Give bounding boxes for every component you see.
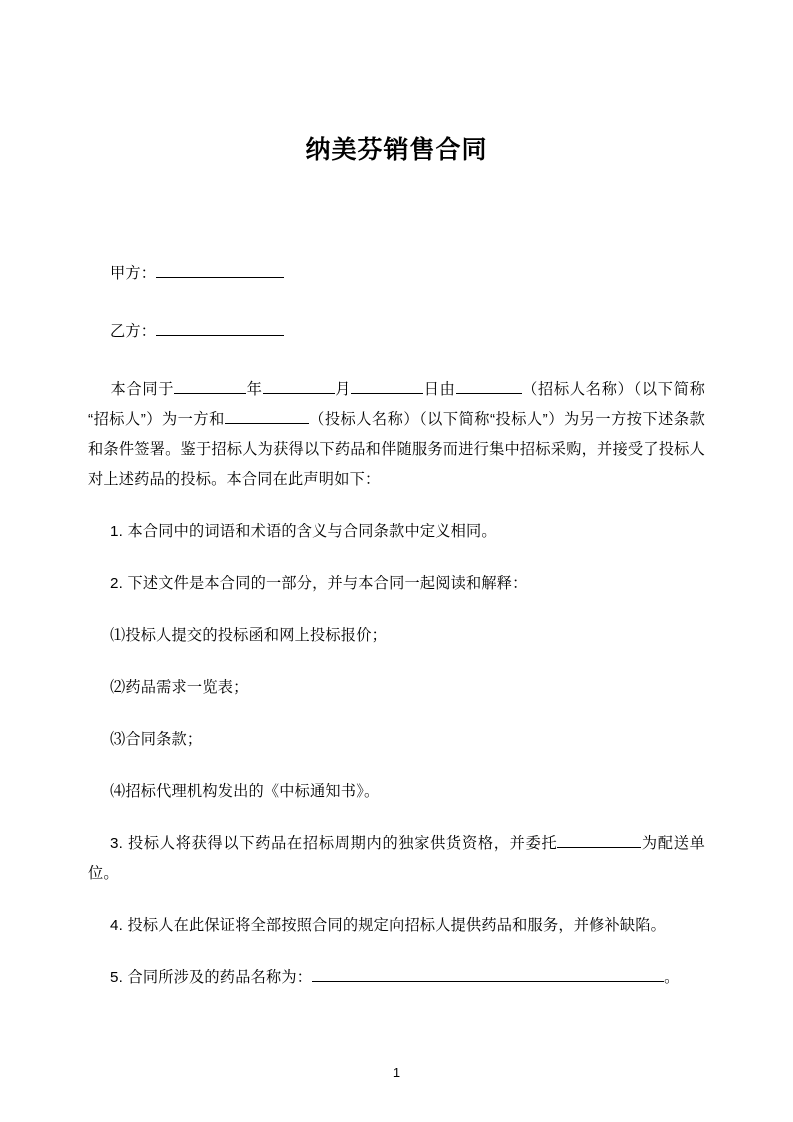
clause-4-text: 4. 投标人在此保证将全部按照合同的规定向招标人提供药品和服务，并修补缺陷。 (110, 917, 667, 934)
clause-2-3-text: ⑶合同条款； (110, 731, 203, 748)
paragraph-clause-2-3 (88, 725, 705, 755)
party-b-blank[interactable] (156, 320, 284, 336)
clause-2-2-text: ⑵药品需求一览表； (110, 679, 249, 696)
preamble-seg-0: 本合同于 (110, 381, 175, 398)
clause-5-seg-1: 。 (664, 969, 680, 986)
party-b-label: 乙方： (110, 323, 157, 340)
clause-3-seg-1: 为配送单位。 (88, 835, 705, 882)
paragraph-clause-2-2 (88, 673, 705, 703)
preamble-blank-year[interactable] (174, 378, 246, 394)
preamble-blank-bidder[interactable] (225, 408, 309, 424)
paragraph-clause-2 (88, 569, 705, 599)
preamble-seg-2: 月 (334, 381, 352, 398)
document-body (88, 259, 705, 993)
preamble-blank-day[interactable] (351, 378, 423, 394)
paragraph-clause-5 (88, 963, 705, 993)
paragraph-clause-2-4 (88, 777, 705, 807)
preamble-seg-3: 日由 (423, 381, 456, 398)
paragraph-clause-1 (88, 517, 705, 547)
clause-2-1-text: ⑴投标人提交的投标函和网上投标报价； (110, 627, 387, 644)
preamble-seg-1: 年 (246, 381, 263, 398)
clause-5-blank-drug-name[interactable] (312, 966, 664, 982)
clause-3-seg-0: 3. 投标人将获得以下药品在招标周期内的独家供货资格，并委托 (110, 835, 558, 852)
clause-5-seg-0: 5. 合同所涉及的药品名称为： (110, 969, 313, 986)
page-number: 1 (392, 1065, 401, 1080)
clause-2-4-text: ⑷招标代理机构发出的《中标通知书》。 (110, 783, 380, 800)
paragraph-preamble (88, 375, 705, 495)
clause-2-text: 2. 下述文件是本合同的一部分，并与本合同一起阅读和解释： (110, 575, 528, 592)
preamble-blank-month[interactable] (263, 378, 335, 394)
paragraph-clause-2-1 (88, 621, 705, 651)
preamble-seg-4: （招标人名称）（以下简称“招标人”）为一方和 (88, 381, 706, 428)
clause-3-blank-distributor[interactable] (557, 832, 641, 848)
party-b-line (88, 317, 705, 347)
party-a-line (88, 259, 705, 289)
paragraph-clause-3 (88, 829, 705, 889)
preamble-seg-5: （投标人名称）（以下简称“投标人”）为另一方按下述条款和条件签署。鉴于招标人为获得以下药品和伴随服务而进行集中招标采购，并接受了投标人对上述药品的投标。本合同在此声明如下： (88, 411, 705, 488)
party-a-blank[interactable] (156, 262, 284, 278)
preamble-blank-tenderer[interactable] (456, 378, 522, 394)
paragraph-clause-4 (88, 911, 705, 941)
page-title: 纳美芬销售合同 (305, 136, 488, 164)
clause-1-text: 1. 本合同中的词语和术语的含义与合同条款中定义相同。 (110, 523, 497, 540)
party-a-label: 甲方： (110, 265, 157, 282)
